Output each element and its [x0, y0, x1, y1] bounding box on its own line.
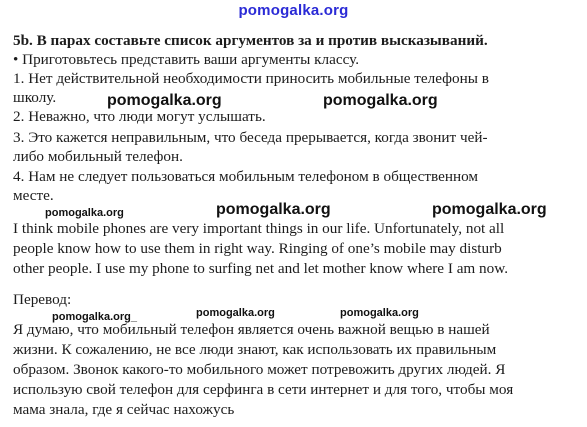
statement-line: 1. Нет действительной необходимости приносить мобильные телефоны в — [13, 70, 489, 87]
statement-line: 3. Это кажется неправильным, что беседа прерывается, когда звонит чей- — [13, 129, 488, 146]
translation-line: образом. Звонок какого-то мобильного может потревожить других людей. Я — [13, 361, 506, 378]
watermark: pomogalka.org — [196, 307, 275, 319]
watermark: pomogalka.org — [340, 307, 419, 319]
watermark: pomogalka.org — [323, 92, 438, 109]
statement-line: 2. Неважно, что люди могут услышать. — [13, 108, 266, 125]
english-answer-line: I think mobile phones are very important things in our life. Unfortunately, not all — [13, 220, 505, 237]
watermark: pomogalka.org_ — [52, 311, 137, 323]
watermark: pomogalka.org — [432, 201, 547, 218]
exercise-title: 5b. В парах составьте список аргументов за и против высказываний. — [13, 32, 488, 49]
statement-line: 4. Нам не следует пользоваться мобильным телефоном в общественном — [13, 168, 478, 185]
translation-line: использую свой телефон для серфинга в сети интернет и для того, чтобы моя — [13, 381, 514, 398]
watermark: pomogalka.org — [216, 201, 331, 218]
english-answer-line: other people. I use my phone to surfing net and let mother know where I am now. — [13, 260, 509, 277]
english-answer-line: people know how to use them in right way. Ringing of one’s mobile may disturb — [13, 240, 502, 257]
statement-line: месте. — [13, 187, 54, 204]
watermark: pomogalka.org — [107, 92, 222, 109]
translation-label: Перевод: — [13, 291, 72, 308]
site-header-link[interactable]: pomogalka.org — [238, 2, 349, 19]
watermark: pomogalka.org — [45, 207, 124, 219]
translation-line: мама знала, где я сейчас нахожусь — [13, 401, 235, 418]
translation-line: жизни. К сожалению, не все люди знают, как использовать их правильным — [13, 341, 497, 358]
statement-line: либо мобильный телефон. — [13, 148, 183, 165]
instruction-line: • Приготовьтесь представить ваши аргументы классу. — [13, 51, 360, 68]
translation-line: Я думаю, что мобильный телефон является очень важной вещью в нашей — [13, 321, 490, 338]
statement-line: школу. — [13, 89, 57, 106]
